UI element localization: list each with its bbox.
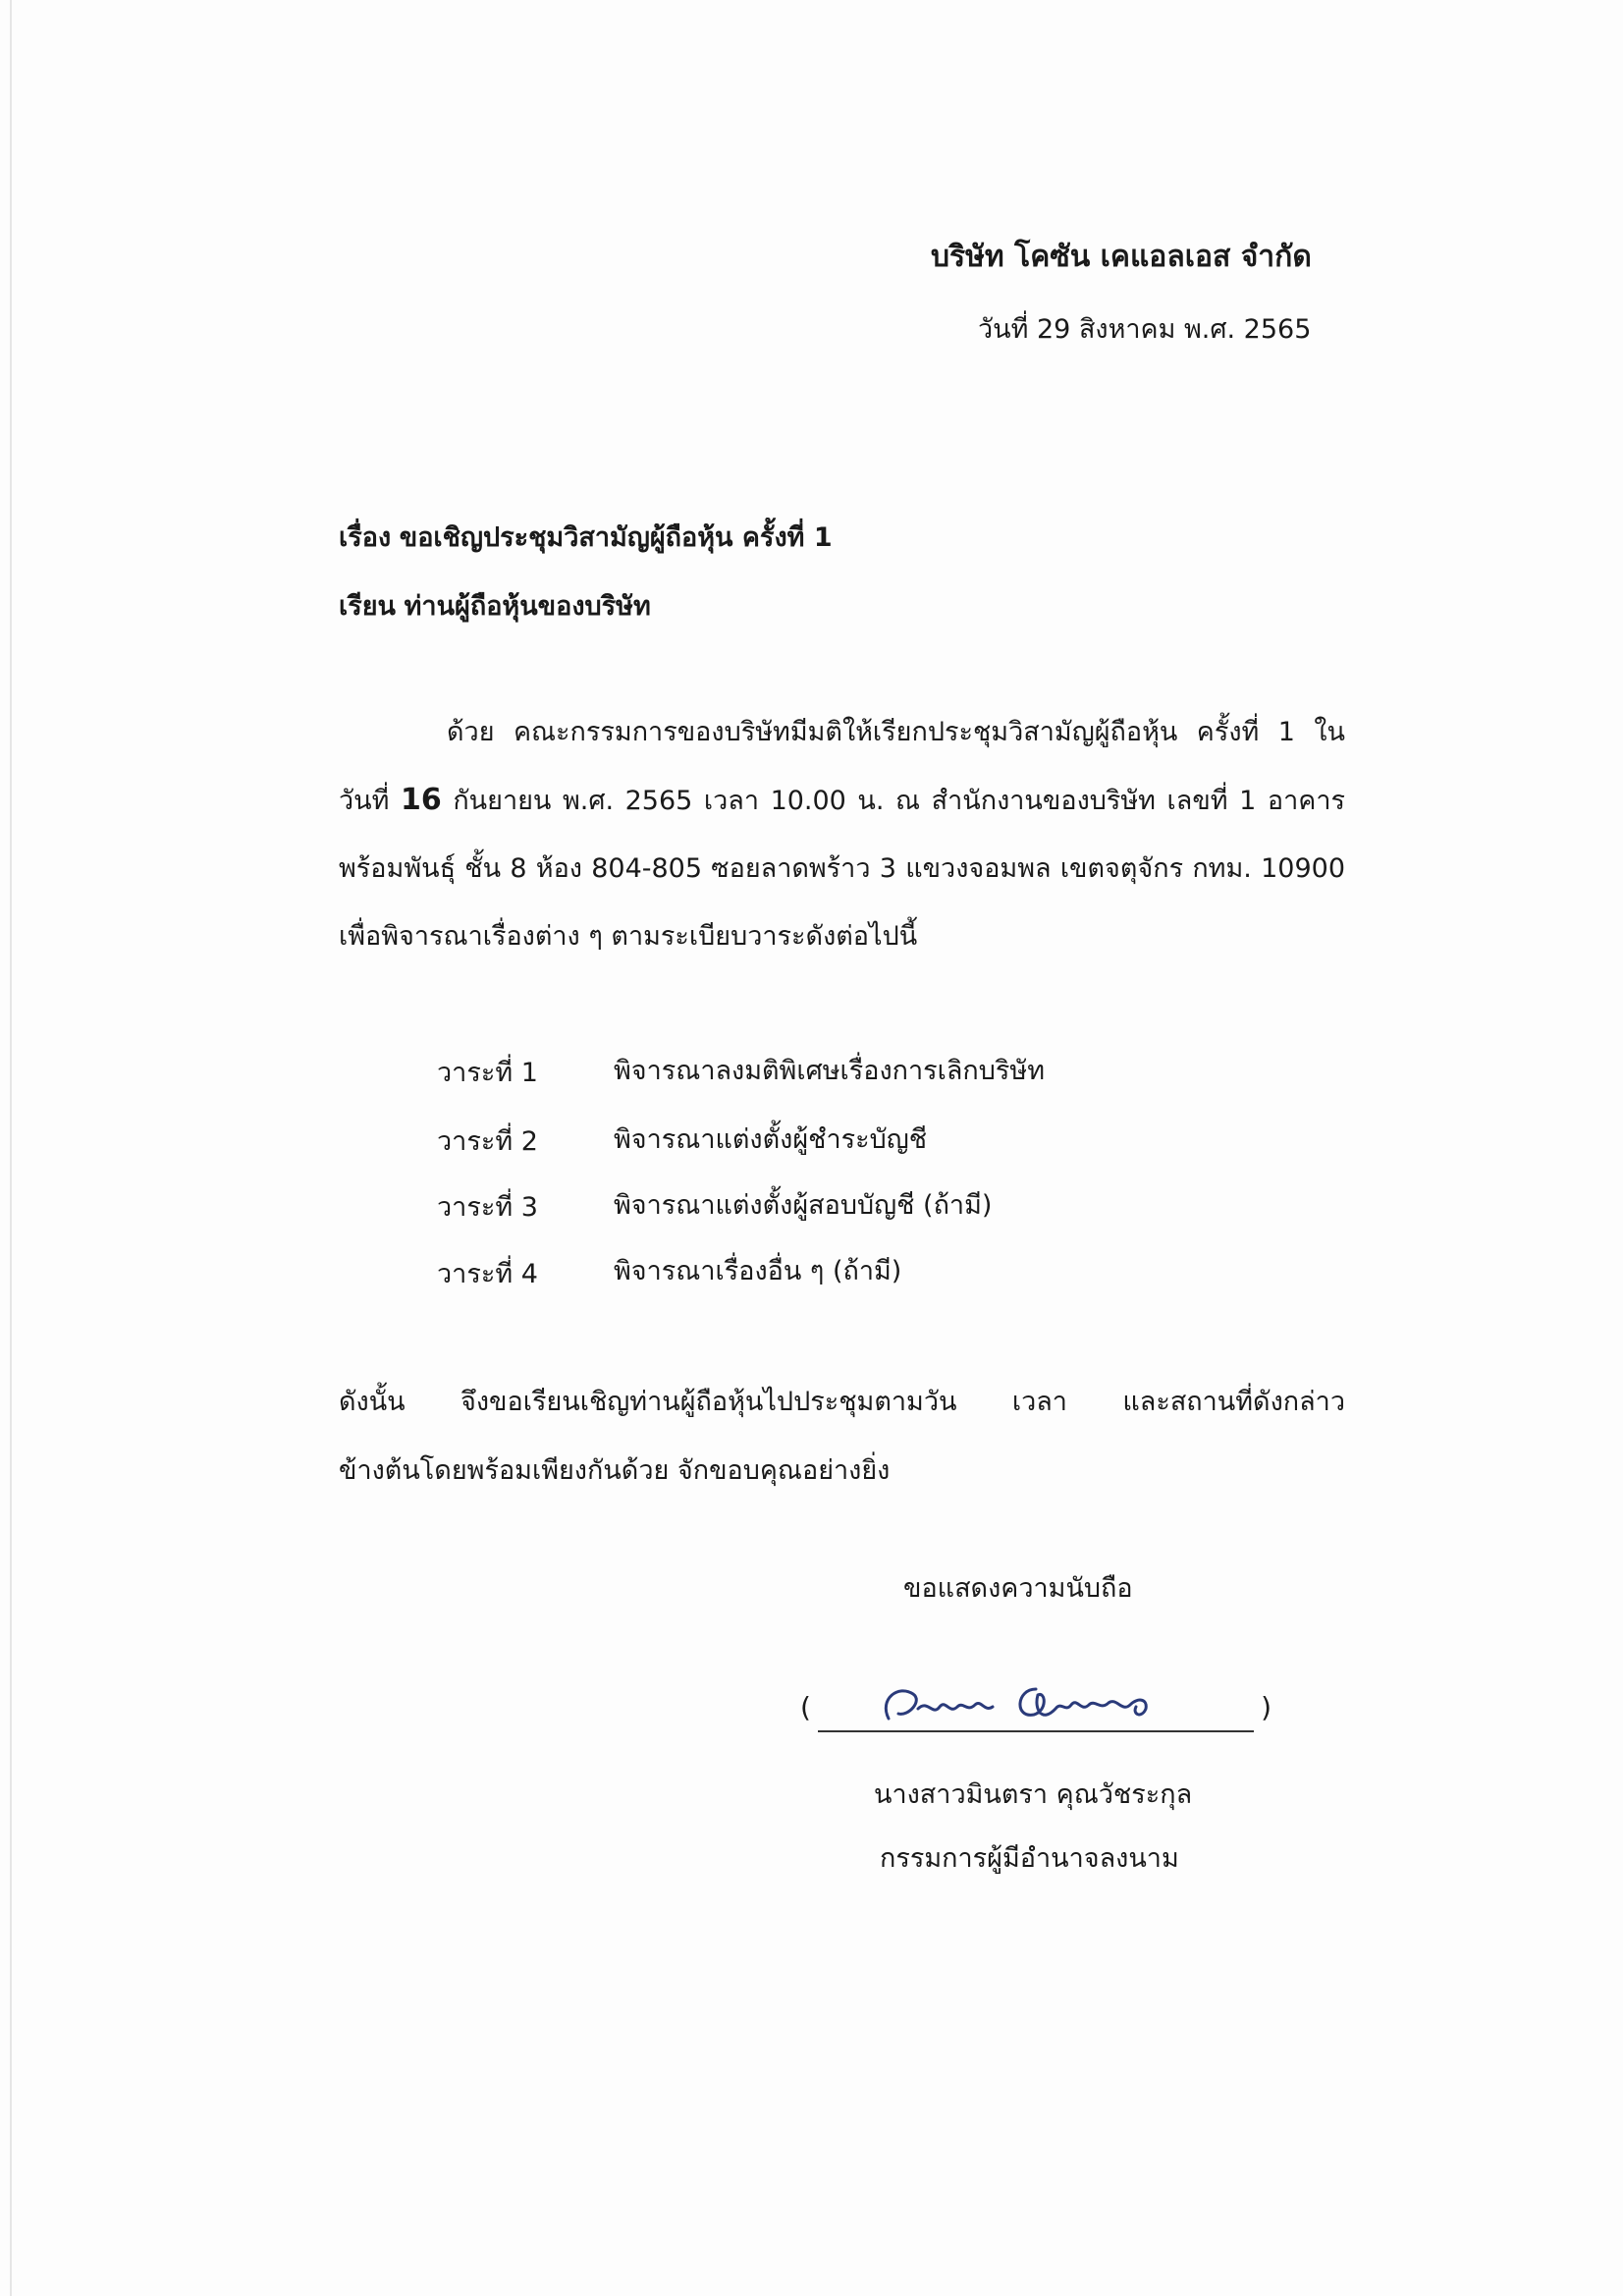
body-date-prefix: วันที่ [339, 786, 390, 816]
subject-line [339, 516, 833, 558]
agenda-item-label: วาระที่ 4 [437, 1259, 538, 1289]
subject-text: ขอเชิญประชุมวิสามัญผู้ถือหุ้น ครั้งที่ 1 [399, 522, 833, 553]
meeting-day: 16 [401, 783, 442, 817]
company-name: บริษัท โคซัน เคแอลเอส จำกัด [931, 240, 1312, 274]
conclusion-line-1 [339, 1380, 1345, 1422]
conclusion-line-2: ข้างต้นโดยพร้อมเพียงกันด้วย จักขอบคุณอย่างยิ่ง [339, 1455, 891, 1486]
agenda-item-text: พิจารณาเรื่องอื่น ๆ (ถ้ามี) [614, 1256, 902, 1286]
agenda-item-text: พิจารณาแต่งตั้งผู้ชำระบัญชี [614, 1124, 928, 1155]
conclusion-text: ดังนั้น จึงขอเรียนเชิญท่านผู้ถือหุ้นไปประชุมตามวัน เวลา และสถานที่ดังกล่าว [339, 1387, 1345, 1417]
agenda-item-label: วาระที่ 3 [437, 1192, 538, 1223]
recipient-label: เรียน [339, 591, 397, 622]
agenda-item-label: วาระที่ 2 [437, 1126, 538, 1157]
agenda-item-text: พิจารณาลงมติพิเศษเรื่องการเลิกบริษัท [614, 1056, 1046, 1086]
signature-line [818, 1730, 1254, 1732]
signature-icon [869, 1669, 1203, 1738]
signature-paren-right: ) [1261, 1691, 1271, 1723]
signer-title: กรรมการผู้มีอำนาจลงนาม [880, 1843, 1179, 1874]
agenda-item-text: พิจารณาแต่งตั้งผู้สอบบัญชี (ถ้ามี) [614, 1190, 993, 1221]
letter-date: วันที่ 29 สิงหาคม พ.ศ. 2565 [978, 314, 1312, 345]
agenda-item-label: วาระที่ 1 [437, 1058, 538, 1088]
body-paragraph-line-1: ด้วย คณะกรรมการของบริษัทมีมติให้เรียกประชุมวิสามัญผู้ถือหุ้น ครั้งที่ 1 ใน [447, 717, 1345, 747]
recipient-text: ท่านผู้ถือหุ้นของบริษัท [404, 591, 651, 622]
page-edge [10, 0, 12, 2296]
body-date-rest: กันยายน พ.ศ. 2565 เวลา 10.00 น. ณ สำนักงานของบริษัท เลขที่ 1 อาคาร [453, 786, 1345, 816]
body-paragraph-line-2 [339, 779, 1345, 821]
signer-name: นางสาวมินตรา คุณวัชระกุล [874, 1779, 1193, 1810]
body-paragraph-line-4: เพื่อพิจารณาเรื่องต่าง ๆ ตามระเบียบวาระดังต่อไปนี้ [339, 921, 918, 952]
recipient-line [339, 584, 651, 627]
signature-block [800, 1669, 1271, 1748]
body-paragraph-line-3: พร้อมพันธุ์ ชั้น 8 ห้อง 804-805 ซอยลาดพร้าว 3 แขวงจอมพล เขตจตุจักร กทม. 10900 [339, 853, 1345, 884]
signature-paren-left: ( [800, 1691, 811, 1723]
closing-salutation: ขอแสดงความนับถือ [903, 1573, 1133, 1604]
subject-label: เรื่อง [339, 522, 392, 553]
